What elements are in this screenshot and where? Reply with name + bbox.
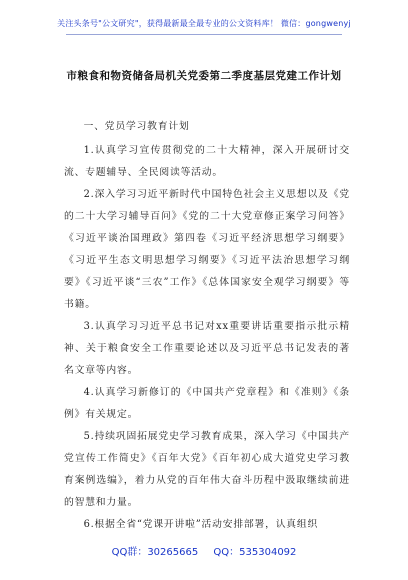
paragraph-1: 1.认真学习宣传贯彻党的二十大精神，深入开展研讨交流、专题辅导、全民阅读等活动。 xyxy=(64,145,350,178)
footer-contacts xyxy=(0,543,408,558)
section-heading: 一、党员学习教育计划 xyxy=(83,121,190,132)
paragraph-4: 4.认真学习新修订的《中国共产党章程》和《准则》《条例》有关规定。 xyxy=(64,387,350,420)
banner-divider xyxy=(66,34,342,35)
document-body xyxy=(64,116,350,536)
footer-qq-group: QQ群：30265665 xyxy=(111,547,199,558)
footer-qq: QQ：535304092 xyxy=(213,547,297,558)
document-title: 市粮食和物资储备局机关党委第二季度基层党建工作计划 xyxy=(66,70,342,82)
paragraph-2: 2.深入学习习近平新时代中国特色社会主义思想以及《党的二十大学习辅导百问》《党的二十大党章修正案学习问答》《习近平谈治国理政》第四卷《习近平经济思想学习纲要》《习近平生态文明思想学习纲要》《习近平法治思想学习纲要》《习近平谈“三农”工作》《总体国家安全观学习纲要》等书籍。 xyxy=(64,189,350,310)
paragraph-3: 3.认真学习习近平总书记对xx重要讲话重要指示批示精神、关于粮食安全工作重要论述以及习近平总书记发表的著名文章等内容。 xyxy=(64,321,350,376)
paragraph-6: 6.根据全省“党课开讲啦”活动安排部署，认真组织 xyxy=(83,519,319,530)
paragraph-5: 5.持续巩固拓展党史学习教育成果，深入学习《中国共产党宣传工作简史》《百年大党》《百年初心成大道党史学习教育案例选编》，着力从党的百年伟大奋斗历程中汲取继续前进的智慧和力量。 xyxy=(64,431,350,508)
banner-text: 关注头条号"公文研究"，获得最新最全最专业的公文资料库！ 微信：gongwenyj xyxy=(57,19,351,28)
